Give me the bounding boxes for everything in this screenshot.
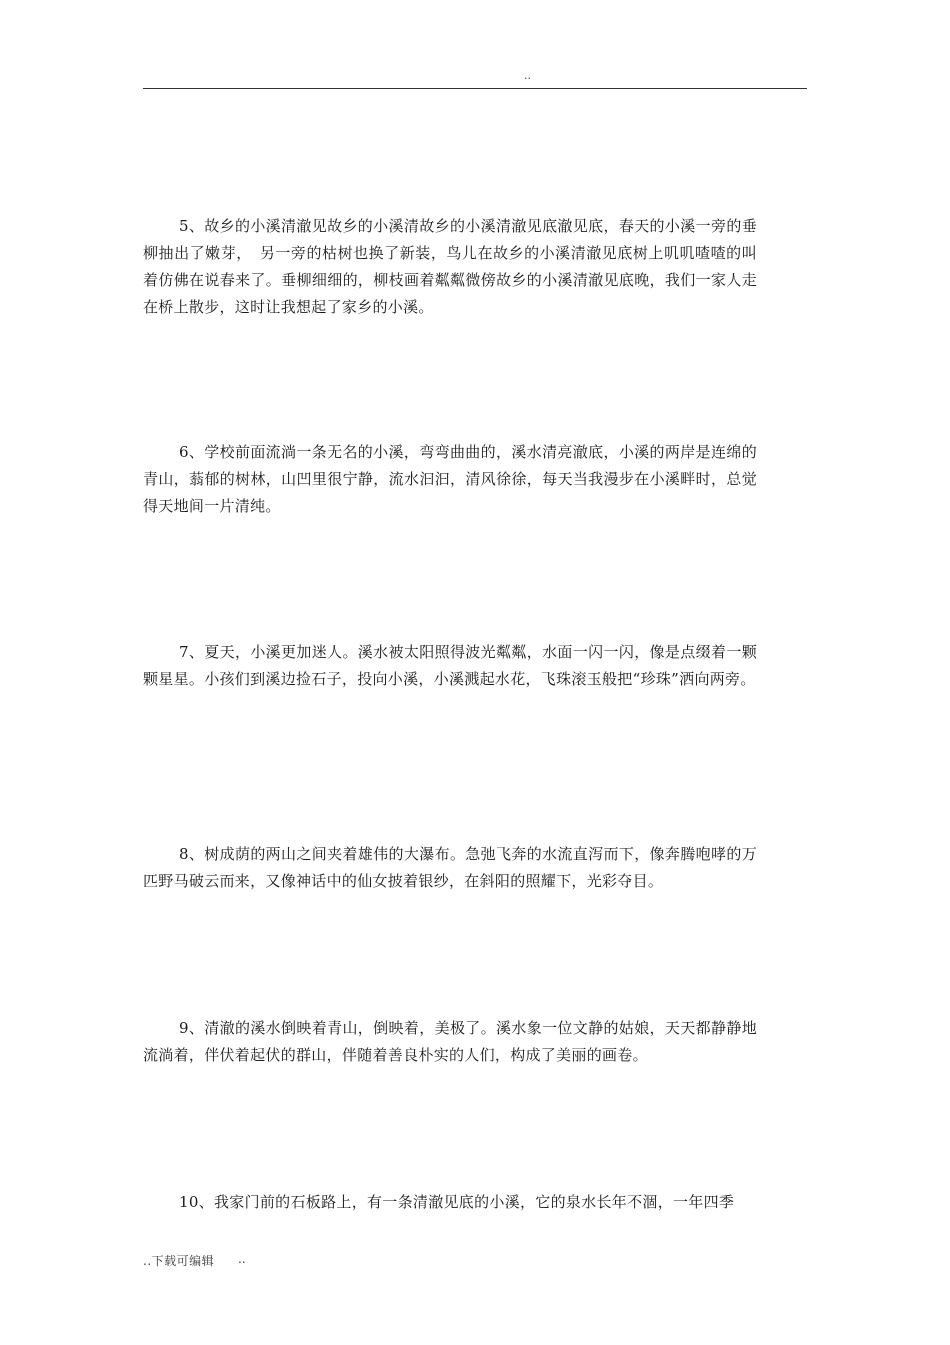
header-mark: .. xyxy=(524,69,531,82)
paragraph-8: 8、树成荫的两山之间夹着雄伟的大瀑布。急弛飞奔的水流直泻而下，像奔腾咆哮的万匹野马破云而来，又像神话中的仙女披着银纱，在斜阳的照耀下，光彩夺目。 xyxy=(143,845,757,890)
footer-mark: .. xyxy=(238,1252,246,1266)
paragraph-7: 7、夏天，小溪更加迷人。溪水被太阳照得波光粼粼，水面一闪一闪，像是点缀着一颗颗星星。小孩们到溪边捡石子，投向小溪，小溪溅起水花，飞珠滚玉般把“珍珠”洒向两旁。 xyxy=(143,643,757,688)
paragraph-5: 5、故乡的小溪清澈见故乡的小溪清故乡的小溪清澈见底澈见底，春天的小溪一旁的垂柳抽出了嫩芽， 另一旁的枯树也换了新装，鸟儿在故乡的小溪清澈见底树上叽叽喳喳的叫着仿佛在说春来了。垂柳细细的，柳枝画着粼粼微傍故乡的小溪清澈见底晚，我们一家人走在桥上散步，这时让我想起了家乡的小溪。 xyxy=(143,217,757,316)
paragraph-6: 6、学校前面流淌一条无名的小溪，弯弯曲曲的，溪水清亮澈底，小溪的两岸是连绵的青山，蓊郁的树林，山凹里很宁静，流水汩汩，清风徐徐，每天当我漫步在小溪畔时，总觉得天地间一片清纯。 xyxy=(143,443,757,515)
header-divider xyxy=(143,88,807,89)
paragraph-10: 10、我家门前的石板路上，有一条清澈见底的小溪，它的泉水长年不涸，一年四季 xyxy=(179,1193,735,1211)
paragraph-9: 9、清澈的溪水倒映着青山，倒映着，美极了。溪水象一位文静的姑娘，天天都静静地流淌着，伴伏着起伏的群山，伴随着善良朴实的人们，构成了美丽的画卷。 xyxy=(143,1019,757,1064)
footer-download-note: ..下载可编辑 xyxy=(143,1254,215,1268)
